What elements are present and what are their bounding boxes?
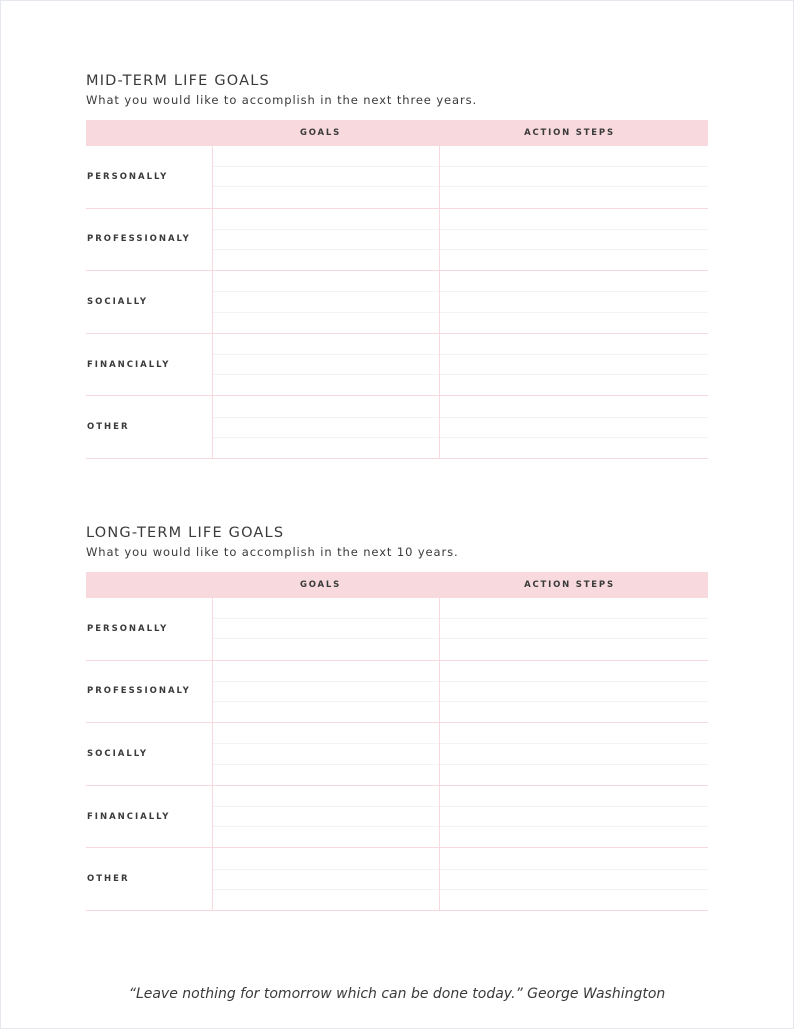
goals-cell[interactable]: [212, 209, 439, 271]
row-label-personally: PERSONALLY: [87, 171, 169, 182]
goals-cell[interactable]: [212, 396, 439, 458]
mid-term-subtitle: What you would like to accomplish in the next three years.: [86, 93, 478, 107]
row-label-other: OTHER: [87, 422, 130, 433]
mid-term-table-header: [86, 120, 708, 146]
action-steps-cell[interactable]: [439, 786, 708, 848]
header-goals: GOALS: [299, 580, 342, 590]
action-steps-cell[interactable]: [439, 396, 708, 458]
goals-cell[interactable]: [212, 271, 439, 333]
row-label-financially: FINANCIALLY: [87, 359, 171, 370]
goals-cell[interactable]: [212, 598, 439, 660]
table-row: [86, 209, 708, 272]
header-action-steps: ACTION STEPS: [524, 580, 615, 590]
action-steps-cell[interactable]: [439, 271, 708, 333]
long-term-table: [86, 572, 708, 911]
goals-cell[interactable]: [212, 334, 439, 396]
goals-cell[interactable]: [212, 723, 439, 785]
header-category-cell: [86, 120, 212, 146]
action-steps-cell[interactable]: [439, 848, 708, 910]
long-term-subtitle: What you would like to accomplish in the next 10 years.: [86, 545, 459, 559]
table-row: [86, 661, 708, 724]
row-label-professionaly: PROFESSIONALY: [87, 234, 191, 245]
action-steps-cell[interactable]: [439, 146, 708, 208]
action-steps-cell[interactable]: [439, 209, 708, 271]
table-row: [86, 271, 708, 334]
table-row: [86, 598, 708, 661]
row-label-socially: SOCIALLY: [87, 296, 148, 307]
mid-term-table: [86, 120, 708, 459]
long-term-section: [86, 524, 708, 885]
header-action-steps: ACTION STEPS: [524, 128, 615, 138]
row-label-other: OTHER: [87, 874, 130, 885]
action-steps-cell[interactable]: [439, 661, 708, 723]
table-row: [86, 396, 708, 459]
action-steps-cell[interactable]: [439, 334, 708, 396]
header-goals: GOALS: [299, 128, 342, 138]
row-label-personally: PERSONALLY: [87, 623, 169, 634]
row-label-professionaly: PROFESSIONALY: [87, 686, 191, 697]
table-row: [86, 848, 708, 911]
row-label-socially: SOCIALLY: [87, 748, 148, 759]
table-row: [86, 146, 708, 209]
goals-cell[interactable]: [212, 786, 439, 848]
mid-term-section: [86, 72, 708, 433]
header-category-cell: [86, 572, 212, 598]
goals-cell[interactable]: [212, 661, 439, 723]
footer-quote: “Leave nothing for tomorrow which can be done today.” George Washington: [128, 986, 666, 1002]
table-row: [86, 786, 708, 849]
goals-cell[interactable]: [212, 146, 439, 208]
long-term-table-header: [86, 572, 708, 598]
table-row: [86, 334, 708, 397]
row-label-financially: FINANCIALLY: [87, 811, 171, 822]
mid-term-title: MID-TERM LIFE GOALS: [86, 73, 270, 89]
goals-cell[interactable]: [212, 848, 439, 910]
long-term-title: LONG-TERM LIFE GOALS: [86, 525, 285, 541]
action-steps-cell[interactable]: [439, 723, 708, 785]
table-row: [86, 723, 708, 786]
action-steps-cell[interactable]: [439, 598, 708, 660]
